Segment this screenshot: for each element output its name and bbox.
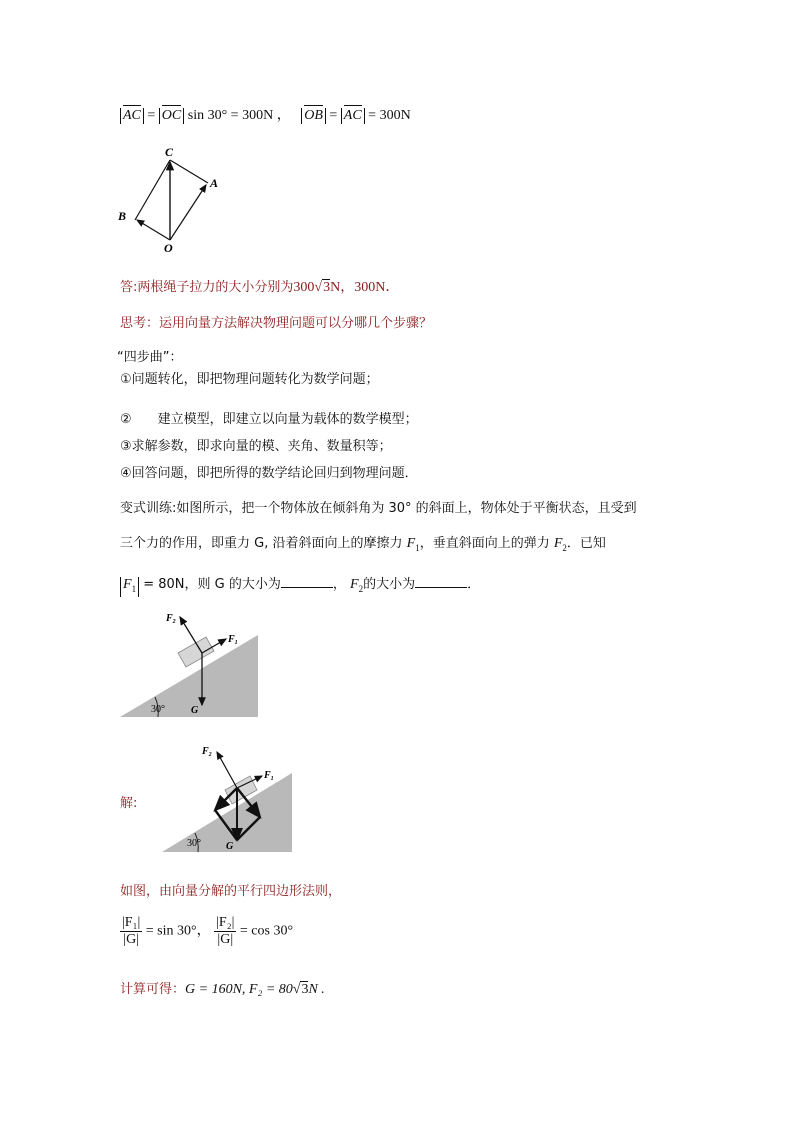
label-f2: $F_2$: [202, 746, 212, 758]
label-a: A: [210, 176, 219, 190]
label-g: G: [191, 705, 199, 716]
exercise-line-2: 三个力的作用，即重力 G, 沿着斜面向上的摩擦力 $F_1$，垂直斜面向上的弹力 $F_2$．已知: [120, 536, 606, 553]
label-c: C: [165, 145, 174, 159]
abs-ac: AC: [120, 108, 144, 124]
conclusion-line-1: 如图，由向量分解的平行四边形法则，: [120, 884, 342, 899]
steps-title: “四步曲”：: [117, 350, 183, 365]
step-3: ③求解参数，即求向量的模、夹角、数量积等；: [120, 439, 392, 454]
exercise-line-3: $F_1 = 80N$，则 G 的大小为 ， $F_2$的大小为 ．: [120, 573, 480, 597]
label-angle: 30°: [151, 704, 165, 715]
parallelogram-figure: [110, 140, 230, 255]
answer-line: 答:两根绳子拉力的大小分别为300√3N，300N．: [120, 280, 400, 295]
step-1: ①问题转化，即把物理问题转化为数学问题；: [120, 372, 379, 387]
abs-oc: OC: [159, 108, 184, 124]
equation-line: AC = OC sin 30° = 300N ， OB = AC = 300N: [120, 104, 411, 124]
label-f1: $F_1$: [228, 634, 238, 646]
thinking-question: 思考：运用向量方法解决物理问题可以分哪几个步骤？: [120, 316, 433, 331]
label-f1: $F_1$: [264, 770, 274, 782]
label-f2: $F_2$: [166, 613, 176, 625]
step-4: ④回答问题，即把所得的数学结论回归到物理问题．: [120, 466, 418, 481]
label-o: O: [164, 241, 173, 255]
incline-force-figure: [118, 605, 260, 720]
answer-blank-f2[interactable]: [415, 575, 467, 588]
label-angle: 30°: [187, 838, 201, 849]
calculation-result: 计算可得：G = 160N, F₂ = 80√3N .: [120, 982, 325, 997]
abs-ac-2: AC: [341, 108, 365, 124]
force-decomposition-figure: [160, 740, 295, 855]
label-g: G: [226, 841, 234, 852]
answer-blank-g[interactable]: [281, 575, 333, 588]
exercise-line-1: 变式训练:如图所示，把一个物体放在倾斜角为 30° 的斜面上，物体处于平衡状态，且受到: [120, 501, 637, 516]
step-2: ② 建立模型，即建立以向量为载体的数学模型；: [120, 412, 418, 427]
label-b: B: [118, 209, 127, 223]
ratio-equation: $\frac{\text{|F₁|}}{|G|}$ = sin 30°， $\frac{\text{|F₂|}}{|G|}$ = cos 30°: [122, 915, 294, 947]
abs-ob: OB: [301, 108, 326, 124]
solution-label: 解:: [120, 796, 138, 811]
